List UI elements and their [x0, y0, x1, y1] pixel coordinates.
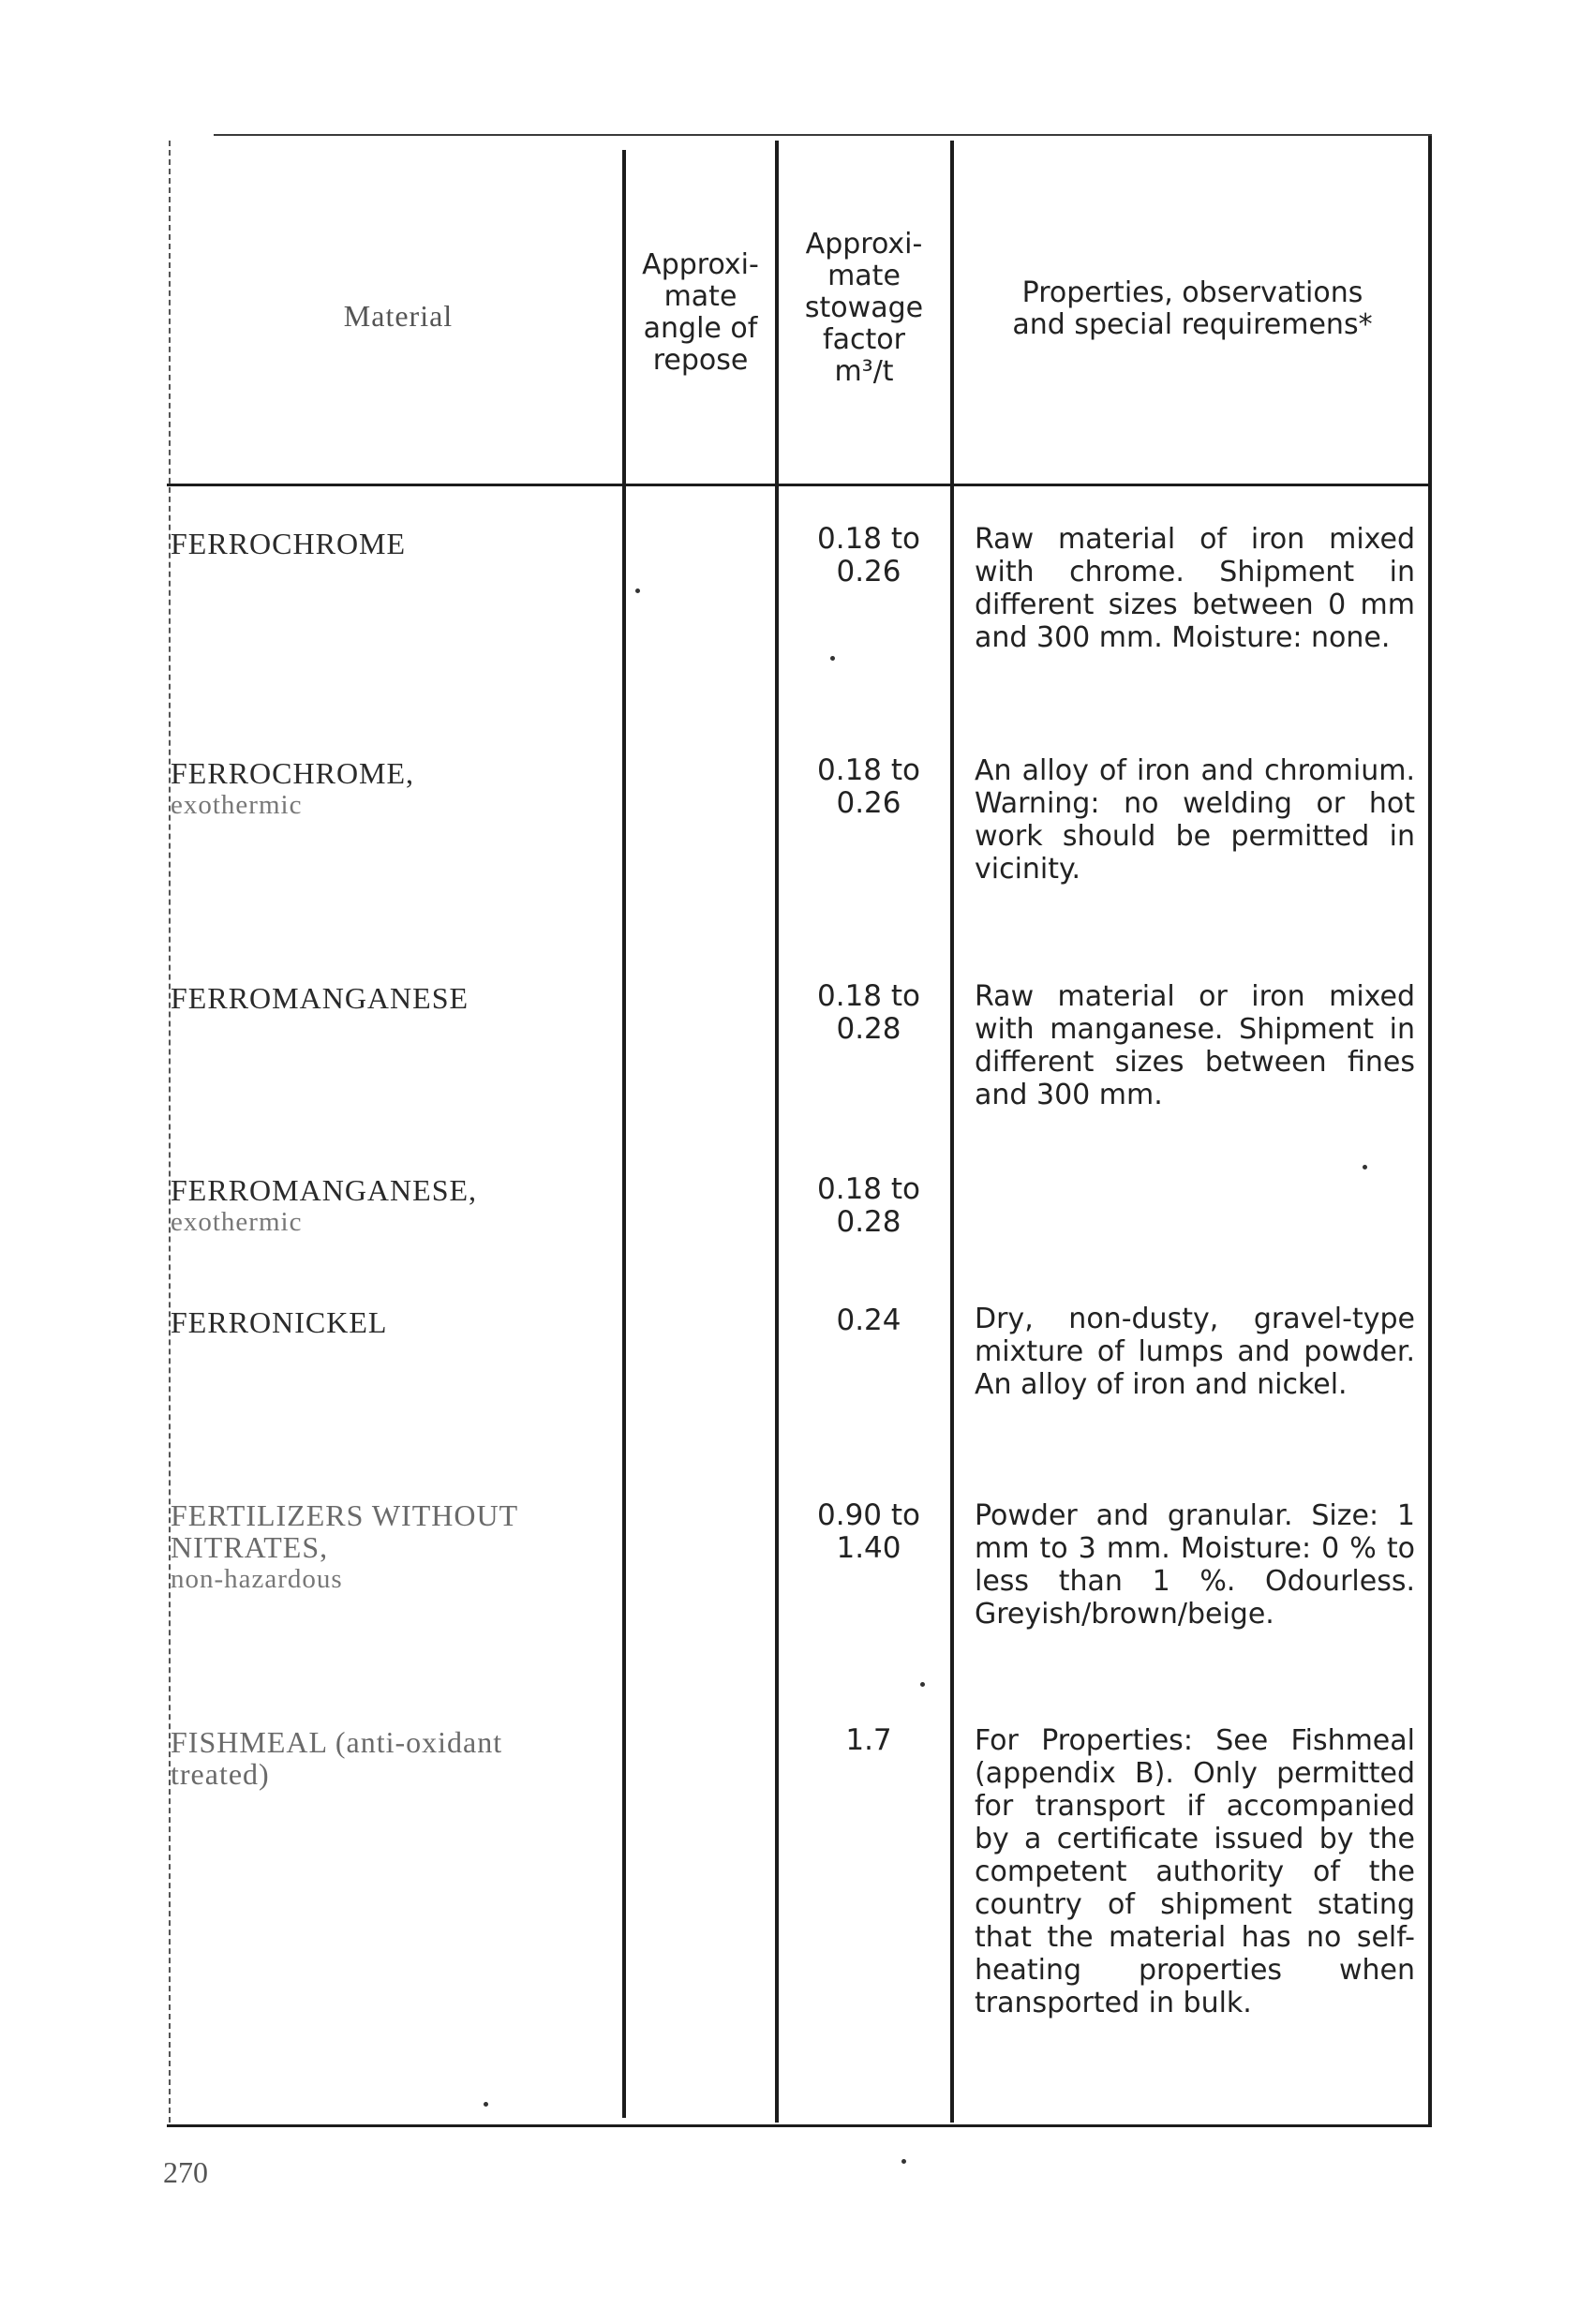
header-stowage-factor: Approxi- mate stowage factor m³/t — [804, 228, 924, 388]
table-right-border — [1428, 136, 1432, 2127]
properties-text: Dry, non-dusty, gravel-type mixture of lumps and powder. An alloy of iron and nickel. — [975, 1303, 1415, 1401]
material-name: FERROCHROME — [171, 527, 407, 560]
table-row-material — [171, 982, 620, 1014]
scan-speck — [484, 2102, 488, 2107]
header-angle-of-repose: Approxi- mate angle of repose — [642, 248, 759, 377]
stowage-factor: 0.90 to 1.40 — [817, 1498, 920, 1565]
table-row-material — [171, 757, 620, 821]
material-name: FERROMANGANESE, — [171, 1173, 478, 1207]
material-qualifier: exothermic — [171, 1207, 303, 1237]
column-divider-2 — [775, 141, 779, 2123]
table-top-border — [214, 134, 1432, 136]
material-name: FISHMEAL (anti-oxidant treated) — [171, 1725, 503, 1791]
material-name: FERTILIZERS WITHOUT NITRATES, — [171, 1498, 519, 1564]
properties-text: For Properties: See Fishmeal (appendix B). Only permitted for transport if accompanied by a certificate issued by the competent authority of the country of shipment stating that the material has no self-heating properties when transported in bulk. — [975, 1724, 1415, 2019]
material-qualifier: non-hazardous — [171, 1564, 343, 1594]
header-bottom-border — [167, 484, 1432, 486]
properties-text: Powder and granular. Size: 1 mm to 3 mm. Moisture: 0 % to less than 1 %. Odourless. Greyish/brown/beige. — [975, 1499, 1415, 1631]
stowage-factor: 0.18 to 0.28 — [817, 1172, 920, 1239]
header-material: Material — [343, 299, 454, 333]
column-divider-1 — [622, 150, 626, 2118]
properties-text: Raw material of iron mixed with chrome. Shipment in different sizes between 0 mm and 300 mm. Moisture: none. — [975, 523, 1415, 654]
page-number: 270 — [163, 2155, 208, 2189]
table-row-material — [171, 528, 620, 559]
scan-speck — [901, 2159, 906, 2164]
table-left-border — [169, 141, 171, 2123]
stowage-factor: 1.7 — [845, 1723, 892, 1757]
scan-speck — [920, 1682, 925, 1687]
material-name: FERROCHROME, — [171, 756, 415, 790]
stowage-factor: 0.18 to 0.28 — [817, 979, 920, 1046]
stowage-factor: 0.24 — [836, 1304, 901, 1337]
table-row-material — [171, 1306, 620, 1338]
properties-text: An alloy of iron and chromium. Warning: no welding or hot work should be permitted in vicinity. — [975, 754, 1415, 886]
scan-speck — [635, 588, 640, 593]
header-properties: Properties, observations and special requiremens* — [1012, 276, 1373, 341]
stowage-factor: 0.18 to 0.26 — [817, 522, 920, 588]
stowage-factor: 0.18 to 0.26 — [817, 753, 920, 820]
table-row-material — [171, 1726, 620, 1790]
table-row-material — [171, 1499, 620, 1595]
scan-speck — [830, 656, 835, 661]
column-divider-3 — [950, 141, 954, 2123]
table-row-material — [171, 1174, 620, 1238]
material-qualifier: exothermic — [171, 790, 303, 820]
properties-text: Raw material or iron mixed with manganese. Shipment in different sizes between fines and 300 mm. — [975, 980, 1415, 1111]
scan-speck — [1363, 1165, 1367, 1169]
material-name: FERROMANGANESE — [171, 981, 469, 1015]
table-bottom-border — [167, 2124, 1432, 2127]
material-name: FERRONICKEL — [171, 1305, 388, 1339]
